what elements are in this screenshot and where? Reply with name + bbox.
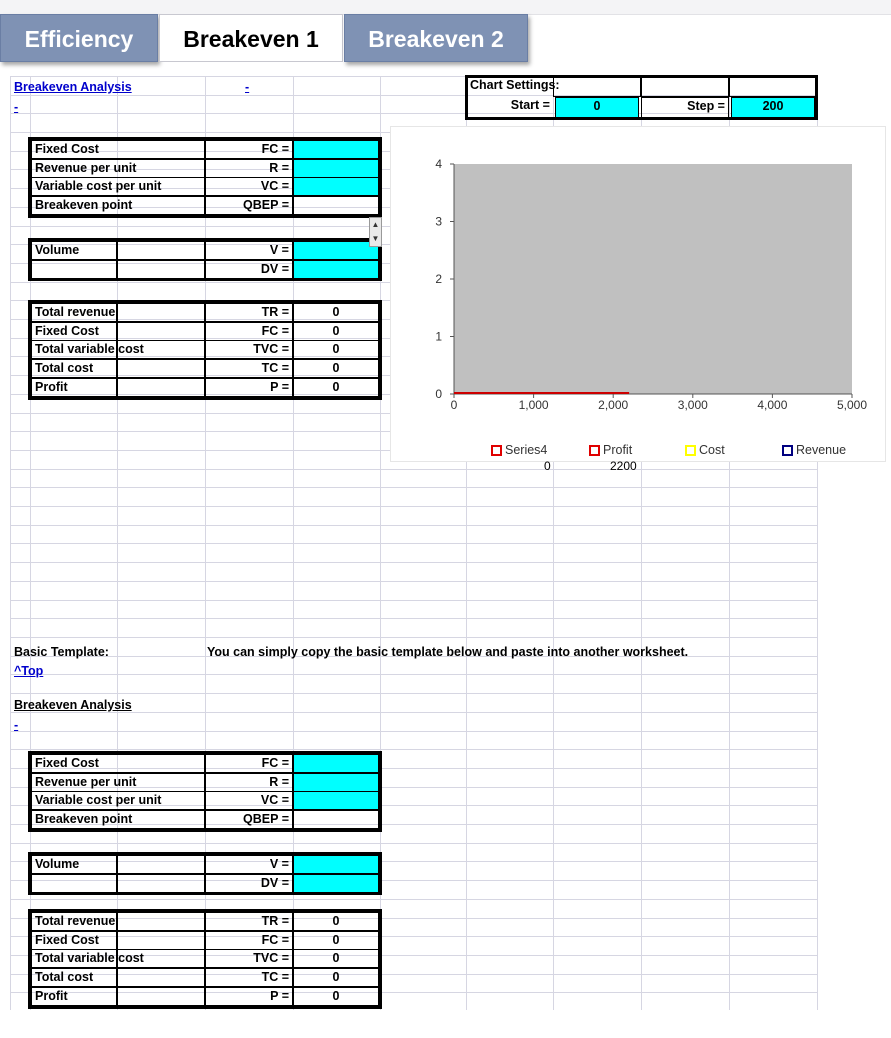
row-label: Total revenue [31, 303, 117, 322]
row-label: Variable cost per unit [31, 791, 205, 810]
grid-row-line [10, 581, 817, 582]
grid-row-line [10, 674, 817, 675]
x-tick-label: 4,000 [757, 398, 788, 412]
row-label: Revenue per unit [31, 773, 205, 792]
value-input[interactable]: 0 [293, 378, 379, 397]
row-symbol: R = [205, 773, 293, 792]
grid-row-line [10, 693, 817, 694]
grid-row-line [10, 618, 817, 619]
label-cell[interactable] [117, 949, 205, 968]
template-note: You can simply copy the basic template below and paste into another worksheet. [207, 645, 689, 659]
legend-revenue: Revenue [782, 443, 846, 457]
legend-swatch-icon [782, 445, 793, 456]
row-label: Fixed Cost [31, 140, 205, 159]
grid-row-line [10, 543, 817, 544]
legend-series4: Series4 [491, 443, 547, 457]
row-symbol: TVC = [205, 340, 293, 359]
template-label: Basic Template: [14, 645, 109, 659]
grid-row-line [10, 487, 817, 488]
row-symbol: R = [205, 159, 293, 178]
value-input[interactable]: 0 [293, 931, 379, 950]
dash-link[interactable]: - [245, 80, 250, 94]
row-label: Fixed Cost [31, 322, 117, 341]
x-tick-label: 1,000 [518, 398, 549, 412]
row-label: Total cost [31, 968, 117, 987]
row-label: Revenue per unit [31, 159, 205, 178]
row-label: Volume [31, 241, 117, 260]
row-symbol: FC = [205, 140, 293, 159]
series4-value: 0 [544, 459, 551, 473]
chart-settings-label: Chart Settings: [470, 78, 560, 92]
row-symbol: FC = [205, 931, 293, 950]
y-tick-label: 4 [435, 157, 442, 171]
value-input[interactable] [293, 855, 379, 874]
legend-swatch-icon [685, 445, 696, 456]
label-cell[interactable] [117, 968, 205, 987]
row-symbol: P = [205, 987, 293, 1006]
row-label: Variable cost per unit [31, 177, 205, 196]
row-label: Total cost [31, 359, 117, 378]
label-cell[interactable] [117, 987, 205, 1006]
dash-link[interactable]: - [14, 718, 19, 732]
tab-efficiency[interactable]: Efficiency [0, 14, 158, 62]
grid-row-line [10, 712, 817, 713]
row-symbol: QBEP = [205, 196, 293, 215]
profit-value: 2200 [610, 459, 637, 473]
x-tick-label: 5,000 [836, 398, 868, 412]
legend-profit: Profit [589, 443, 632, 457]
row-label: Profit [31, 987, 117, 1006]
value-input[interactable]: 0 [293, 340, 379, 359]
row-symbol: DV = [205, 260, 293, 279]
legend-swatch-icon [491, 445, 502, 456]
value-input[interactable]: 0 [293, 303, 379, 322]
row-symbol: FC = [205, 322, 293, 341]
row-symbol: P = [205, 378, 293, 397]
row-symbol: TR = [205, 303, 293, 322]
legend-swatch-icon [589, 445, 600, 456]
step-label: Step = [641, 97, 729, 118]
value-input[interactable]: 0 [293, 987, 379, 1006]
row-symbol: TVC = [205, 949, 293, 968]
row-symbol: DV = [205, 874, 293, 893]
value-input[interactable] [293, 773, 379, 792]
value-input[interactable] [293, 791, 379, 810]
grid-row-line [10, 731, 817, 732]
x-tick-label: 2,000 [598, 398, 629, 412]
row-label: Total variable cost [31, 949, 117, 968]
value-input[interactable]: 0 [293, 968, 379, 987]
grid-row-line [10, 506, 817, 507]
label-cell[interactable] [117, 912, 205, 931]
row-label: Total revenue [31, 912, 117, 931]
row-symbol: VC = [205, 177, 293, 196]
row-symbol: TC = [205, 968, 293, 987]
x-tick-label: 0 [450, 398, 458, 412]
grid-row-line [10, 749, 817, 750]
top-link[interactable]: ^Top [14, 664, 44, 678]
value-input[interactable] [293, 754, 379, 773]
label-cell[interactable] [117, 874, 205, 893]
breakeven-chart [0, 0, 891, 480]
y-tick-label: 1 [435, 329, 442, 344]
row-label: Total variable cost [31, 340, 117, 359]
grid-row-line [10, 899, 817, 900]
label-cell[interactable] [117, 931, 205, 950]
row-symbol: V = [205, 241, 293, 260]
section-title[interactable]: Breakeven Analysis [14, 80, 132, 94]
y-tick-label: 3 [435, 214, 442, 229]
row-label: Breakeven point [31, 810, 205, 829]
row-label [31, 874, 117, 893]
row-symbol: V = [205, 855, 293, 874]
row-symbol: VC = [205, 791, 293, 810]
row-label: Fixed Cost [31, 754, 205, 773]
row-symbol: TR = [205, 912, 293, 931]
start-input[interactable]: 0 [555, 97, 639, 118]
value-input[interactable] [293, 810, 379, 829]
label-cell[interactable] [117, 855, 205, 874]
y-tick-label: 0 [435, 387, 442, 401]
row-symbol: TC = [205, 359, 293, 378]
row-symbol: QBEP = [205, 810, 293, 829]
y-tick-label: 2 [435, 272, 442, 286]
grid-row-line [10, 843, 817, 844]
row-label: Volume [31, 855, 117, 874]
grid-row-line [10, 637, 817, 638]
dash-link[interactable]: - [14, 100, 19, 114]
scroll-spinner[interactable]: ▲ ▼ [369, 217, 382, 247]
step-input[interactable]: 200 [731, 97, 815, 118]
row-symbol: FC = [205, 754, 293, 773]
value-input[interactable]: 0 [293, 912, 379, 931]
template-title: Breakeven Analysis [14, 698, 132, 712]
start-label: Start = [510, 98, 550, 112]
tab-breakeven-2[interactable]: Breakeven 2 [344, 14, 528, 62]
x-tick-label: 3,000 [677, 398, 708, 412]
value-input[interactable]: 0 [293, 949, 379, 968]
tab-breakeven-1[interactable]: Breakeven 1 [159, 14, 343, 62]
value-input[interactable]: 0 [293, 359, 379, 378]
grid-row-line [10, 525, 817, 526]
row-label: Profit [31, 378, 117, 397]
row-label: Breakeven point [31, 196, 205, 215]
value-input[interactable]: 0 [293, 322, 379, 341]
legend-cost: Cost [685, 443, 725, 457]
row-label: Fixed Cost [31, 931, 117, 950]
grid-row-line [10, 600, 817, 601]
grid-row-line [10, 562, 817, 563]
value-input[interactable] [293, 874, 379, 893]
